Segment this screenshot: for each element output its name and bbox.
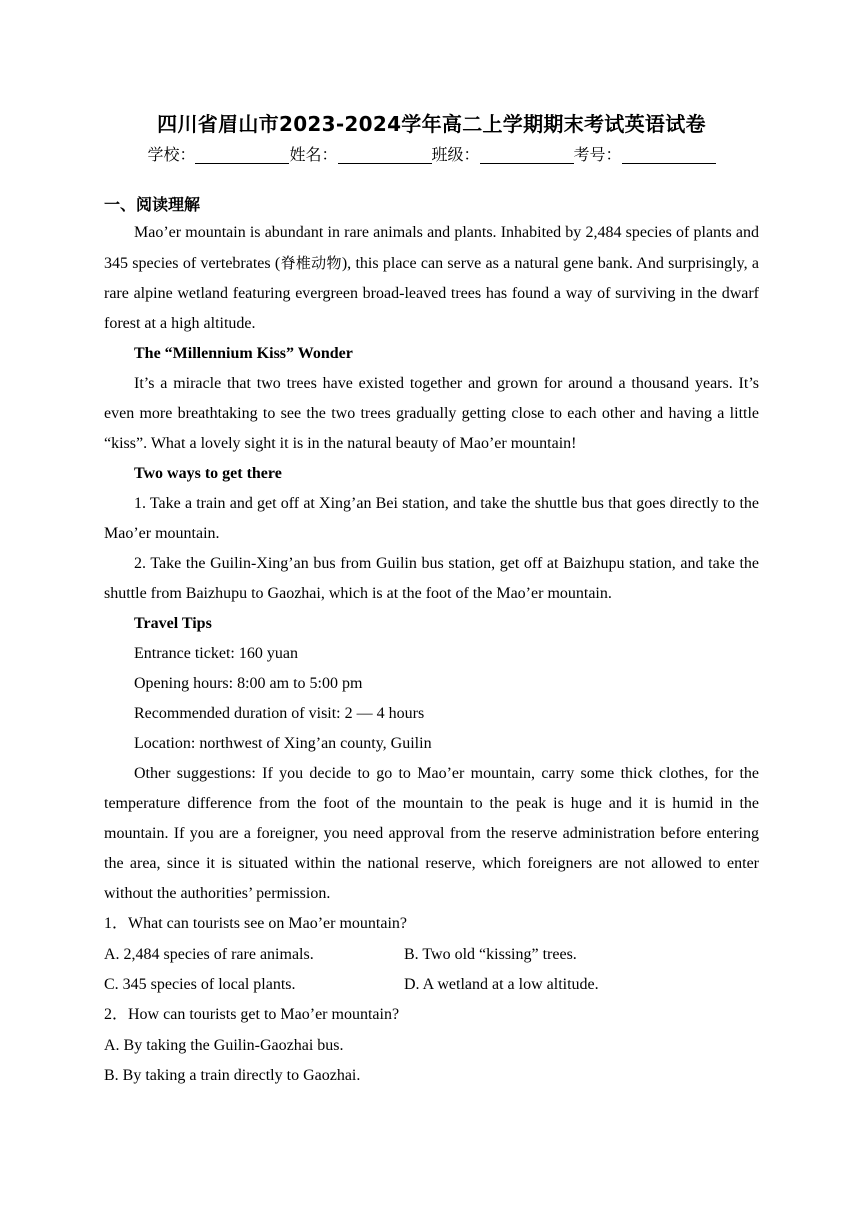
question-1-option-d[interactable]: D. A wetland at a low altitude. xyxy=(404,976,599,993)
name-blank[interactable] xyxy=(338,145,432,164)
intro-text-b: ), this place can serve as a natural gene bank. And surprisingly, a rare alpine wetland featuring evergreen broad-leaved trees has found a way of surviving in the dwarf forest at a high altitude. xyxy=(104,255,759,332)
way-two: 2. Take the Guilin-Xing’an bus from Guilin bus station, get off at Baizhupu station, and take the shuttle from Baizhupu to Gaozhai, which is at the foot of the Mao’er mountain. xyxy=(104,555,759,602)
question-1-option-b[interactable]: B. Two old “kissing” trees. xyxy=(404,946,577,963)
question-1-option-a[interactable]: A. 2,484 species of rare animals. xyxy=(104,946,314,963)
question-2-option-b[interactable]: B. By taking a train directly to Gaozhai. xyxy=(104,1067,361,1084)
question-1-options-row-1 xyxy=(104,940,759,970)
exam-number-label: 考号： xyxy=(573,145,622,164)
tip-hours: Opening hours: 8:00 am to 5:00 pm xyxy=(134,675,363,692)
passage-paragraph-kiss: It’s a miracle that two trees have existed together and grown for around a thousand years. It’s even more breathtaking to see the two trees gradually getting close to each other and having a little “kiss”. What a lovely sight it is in the natural beauty of Mao’er mountain! xyxy=(104,375,759,452)
passage-intro xyxy=(104,218,759,339)
student-info-line xyxy=(104,140,759,170)
question-1-options-row-2 xyxy=(104,970,759,1000)
intro-text-a: Mao’er mountain is abundant in rare animals and plants. Inhabited by 2,484 species of plants and 345 species of vertebrates ( xyxy=(104,224,759,272)
exam-title: 四川省眉山市2023-2024学年高二上学期期末考试英语试卷 xyxy=(157,112,706,136)
question-2-option-a[interactable]: A. By taking the Guilin-Gaozhai bus. xyxy=(104,1037,344,1054)
question-1-stem: 1．What can tourists see on Mao’er mountain? xyxy=(104,915,408,932)
name-label: 姓名： xyxy=(289,145,338,164)
subheading-millennium-kiss: The “Millennium Kiss” Wonder xyxy=(134,345,353,362)
tip-location: Location: northwest of Xing’an county, Guilin xyxy=(134,735,432,752)
question-1-option-c[interactable]: C. 345 species of local plants. xyxy=(104,976,296,993)
subheading-two-ways: Two ways to get there xyxy=(134,465,282,482)
tip-duration: Recommended duration of visit: 2 — 4 hours xyxy=(134,705,425,722)
section-heading: 一、阅读理解 xyxy=(104,195,201,214)
subheading-travel-tips: Travel Tips xyxy=(134,615,212,632)
exam-number-blank[interactable] xyxy=(622,145,716,164)
school-blank[interactable] xyxy=(195,145,289,164)
way-one: 1. Take a train and get off at Xing’an Bei station, and take the shuttle bus that goes directly to the Mao’er mountain. xyxy=(104,495,759,542)
class-label: 班级： xyxy=(431,145,480,164)
other-suggestions: Other suggestions: If you decide to go to Mao’er mountain, carry some thick clothes, for the temperature difference from the foot of the mountain to the peak is huge and it is humid in the mountain. If you are a foreigner, you need approval from the reserve administration before entering the area, since it is situated within the national reserve, which foreigners are not allowed to enter without the authorities’ permission. xyxy=(104,765,759,902)
tip-ticket: Entrance ticket: 160 yuan xyxy=(134,645,298,662)
class-blank[interactable] xyxy=(480,145,574,164)
exam-page xyxy=(104,108,759,1091)
intro-cjk-term: 脊椎动物 xyxy=(280,254,342,272)
question-2-stem: 2．How can tourists get to Mao’er mountain? xyxy=(104,1006,400,1023)
school-label: 学校： xyxy=(147,145,196,164)
